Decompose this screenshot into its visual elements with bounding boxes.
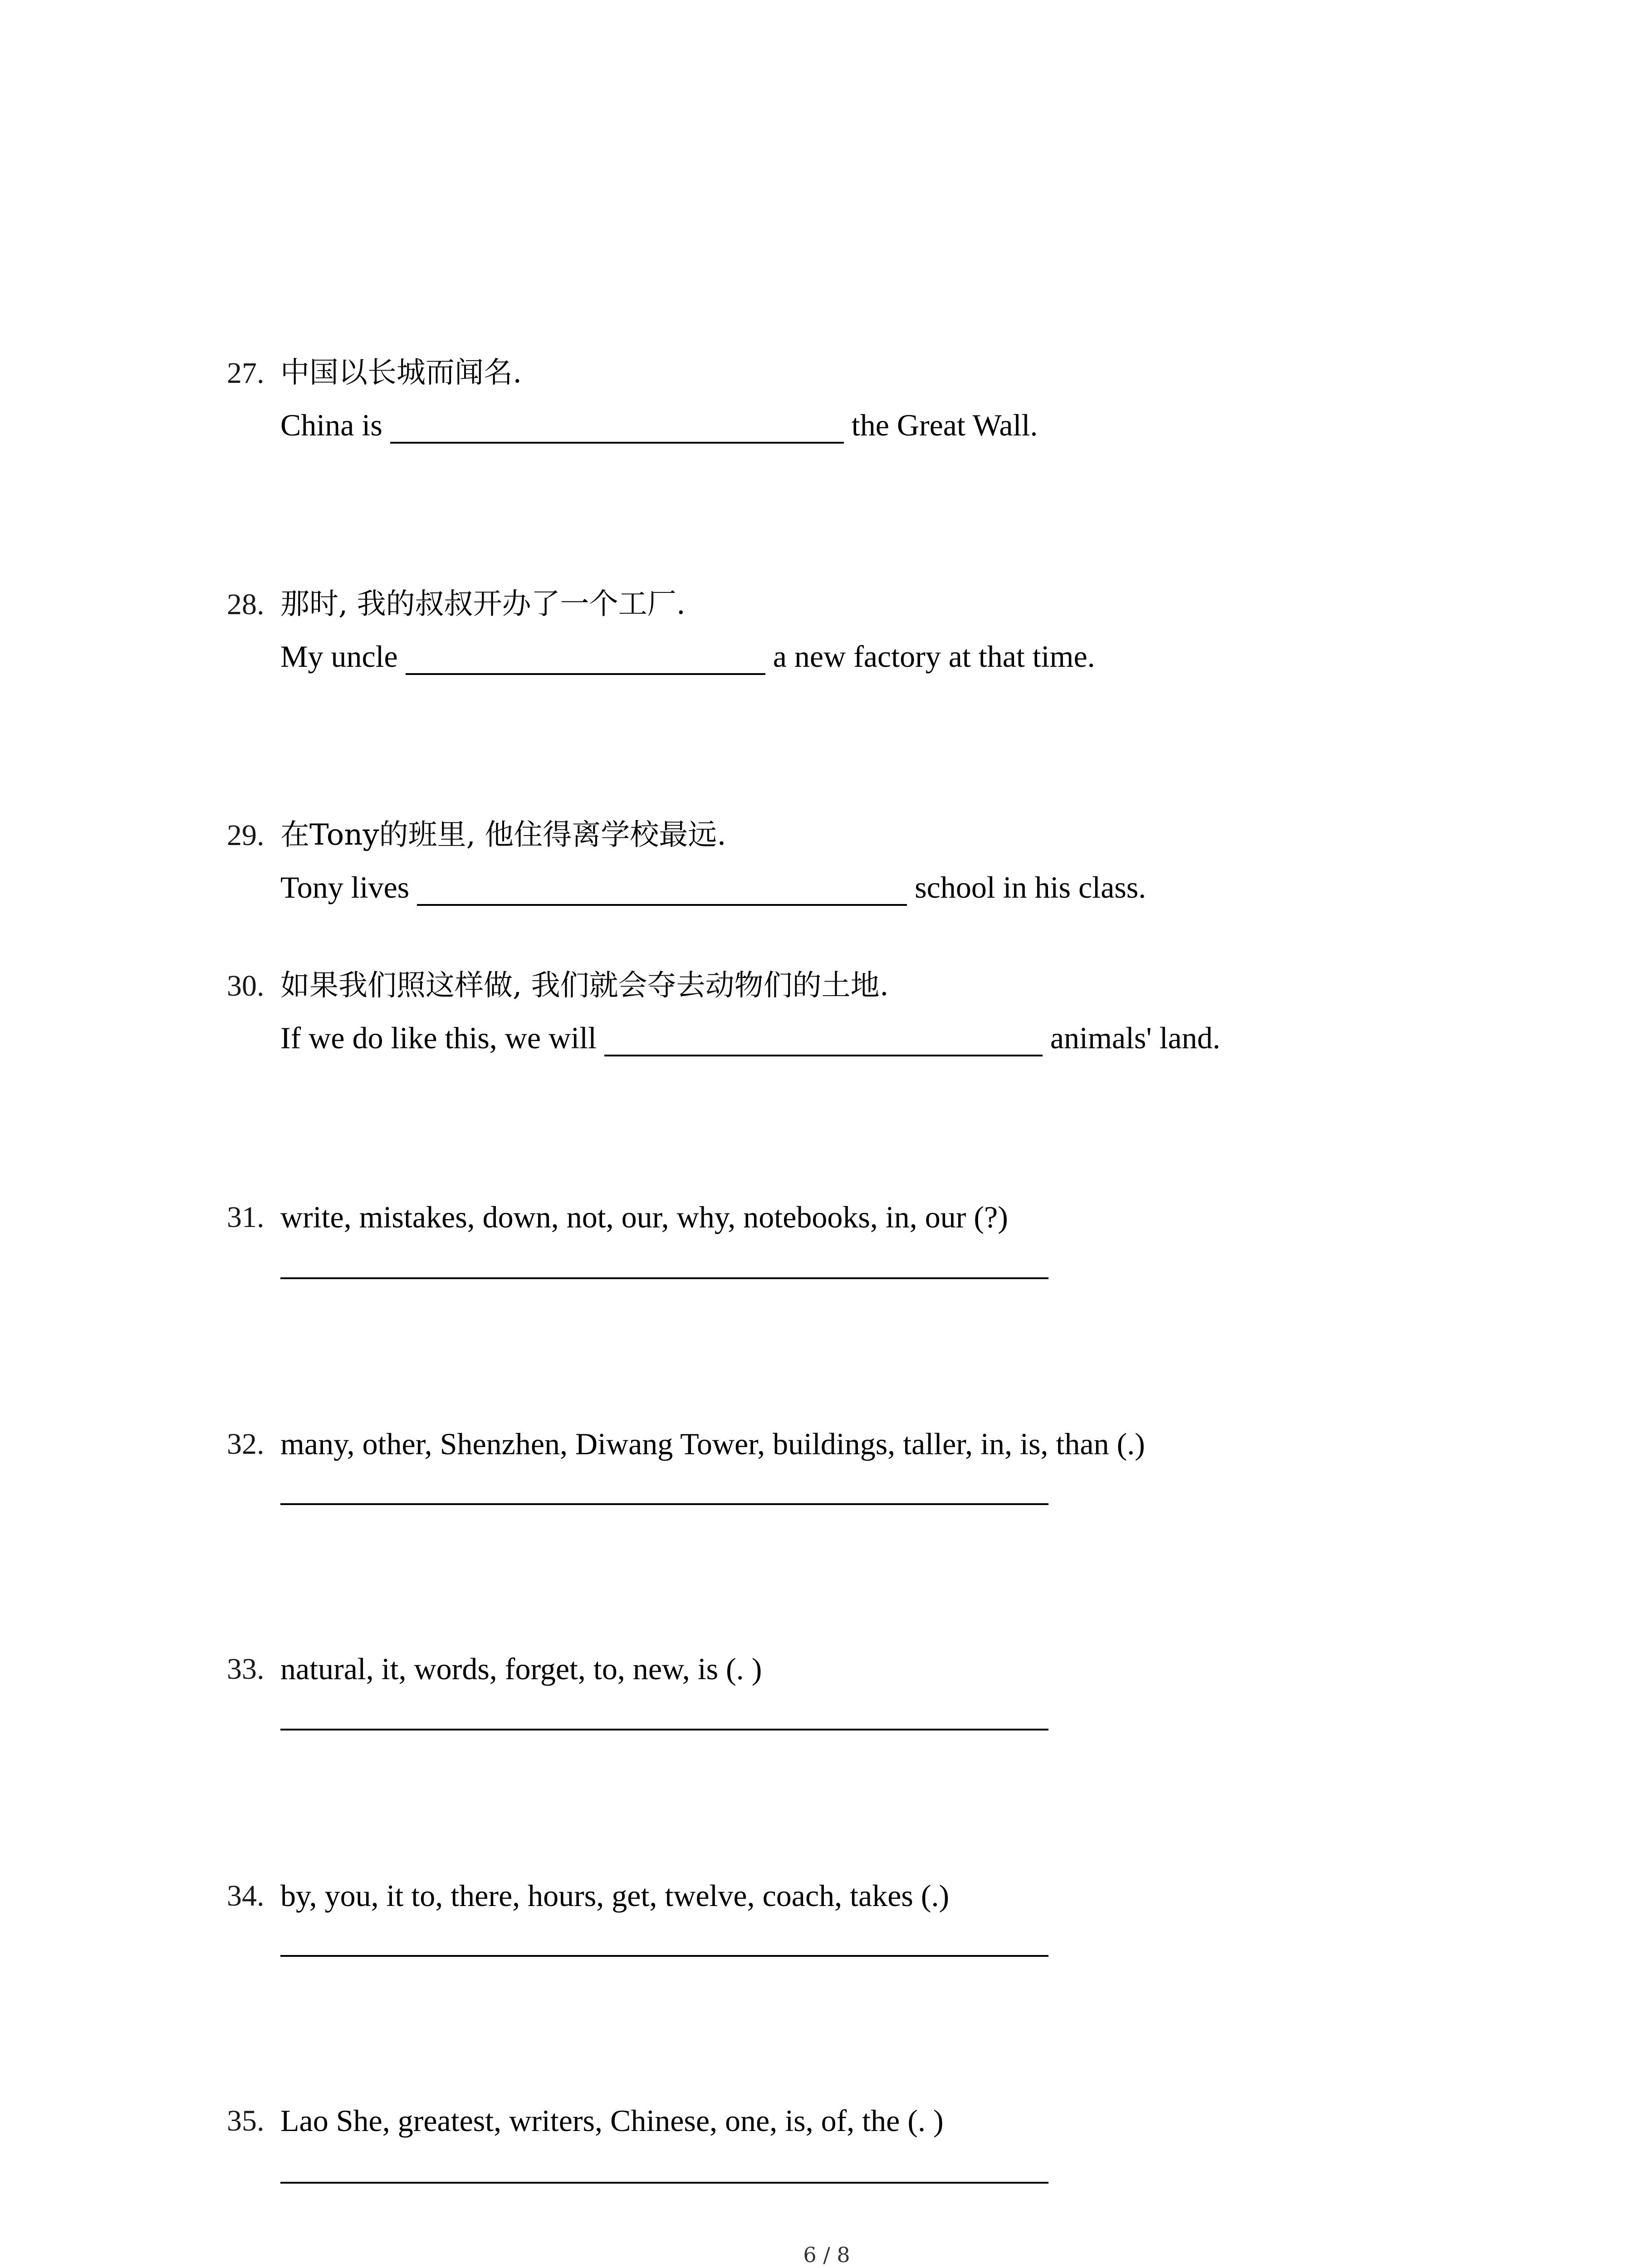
chinese-prompt: 在Tony的班里, 他住得离学校最远.: [280, 818, 726, 852]
sentence-after: school in his class.: [915, 870, 1146, 904]
answer-blank: [417, 899, 907, 906]
answer-blank: [604, 1050, 1043, 1056]
question-number: 34.: [227, 1879, 265, 1912]
english-sentence: [280, 861, 1146, 914]
question-29: [227, 809, 1543, 914]
scrambled-words-row: [227, 1870, 1543, 1922]
answer-line: [280, 1503, 1048, 1505]
scrambled-words-row: [227, 2095, 1543, 2147]
page-number: 6 / 8: [803, 2243, 850, 2267]
sentence-before: China is: [280, 407, 382, 442]
question-number: 30.: [227, 969, 265, 1002]
chinese-prompt-row: [227, 347, 1543, 399]
sentence-after: the Great Wall.: [851, 407, 1038, 442]
scrambled-words: many, other, Shenzhen, Diwang Tower, buildings, taller, in, is, than (.): [280, 1426, 1145, 1461]
question-32: [227, 1418, 1543, 1470]
scrambled-words-row: [227, 1643, 1543, 1695]
scrambled-words-row: [227, 1418, 1543, 1470]
chinese-prompt: 那时, 我的叔叔开办了一个工厂.: [280, 587, 686, 621]
sentence-after: a new factory at that time.: [773, 639, 1095, 674]
scrambled-words: write, mistakes, down, not, our, why, notebooks, in, our (?): [280, 1199, 1008, 1234]
scrambled-words: by, you, it to, there, hours, get, twelve, coach, takes (.): [280, 1878, 950, 1913]
chinese-prompt: 如果我们照这样做, 我们就会夺去动物们的土地.: [280, 968, 889, 1002]
question-27: [227, 347, 1543, 451]
question-34: [227, 1870, 1543, 1922]
question-number: 27.: [227, 356, 265, 390]
answer-blank: [406, 669, 765, 675]
question-number: 33.: [227, 1652, 265, 1686]
sentence-before: If we do like this, we will: [280, 1020, 597, 1055]
question-35: [227, 2095, 1543, 2147]
answer-line: [280, 2182, 1048, 2184]
question-28: [227, 578, 1543, 683]
english-sentence-row: [227, 861, 1543, 914]
scrambled-words: Lao She, greatest, writers, Chinese, one, is, of, the (. ): [280, 2103, 944, 2138]
question-33: [227, 1643, 1543, 1695]
question-31: [227, 1191, 1543, 1243]
question-30: [227, 960, 1543, 1064]
chinese-prompt-row: [227, 578, 1543, 631]
scrambled-words: natural, it, words, forget, to, new, is (. ): [280, 1651, 762, 1686]
answer-line: [280, 1729, 1048, 1730]
english-sentence: [280, 631, 1095, 683]
question-number: 31.: [227, 1200, 265, 1234]
sentence-before: My uncle: [280, 639, 398, 674]
scrambled-words-row: [227, 1191, 1543, 1243]
question-number: 35.: [227, 2104, 265, 2137]
chinese-prompt-row: [227, 809, 1543, 861]
chinese-prompt-row: [227, 960, 1543, 1012]
english-sentence: [280, 399, 1038, 451]
answer-blank: [390, 437, 844, 444]
english-sentence-row: [227, 399, 1543, 451]
chinese-prompt: 中国以长城而闻名.: [280, 356, 522, 390]
english-sentence-row: [227, 1012, 1543, 1064]
question-number: 28.: [227, 587, 265, 621]
english-sentence: [280, 1012, 1220, 1064]
sentence-after: animals' land.: [1050, 1020, 1220, 1055]
english-sentence-row: [227, 631, 1543, 683]
answer-line: [280, 1955, 1048, 1957]
question-number: 32.: [227, 1427, 265, 1461]
answer-line: [280, 1277, 1048, 1279]
sentence-before: Tony lives: [280, 870, 410, 904]
question-number: 29.: [227, 818, 265, 852]
